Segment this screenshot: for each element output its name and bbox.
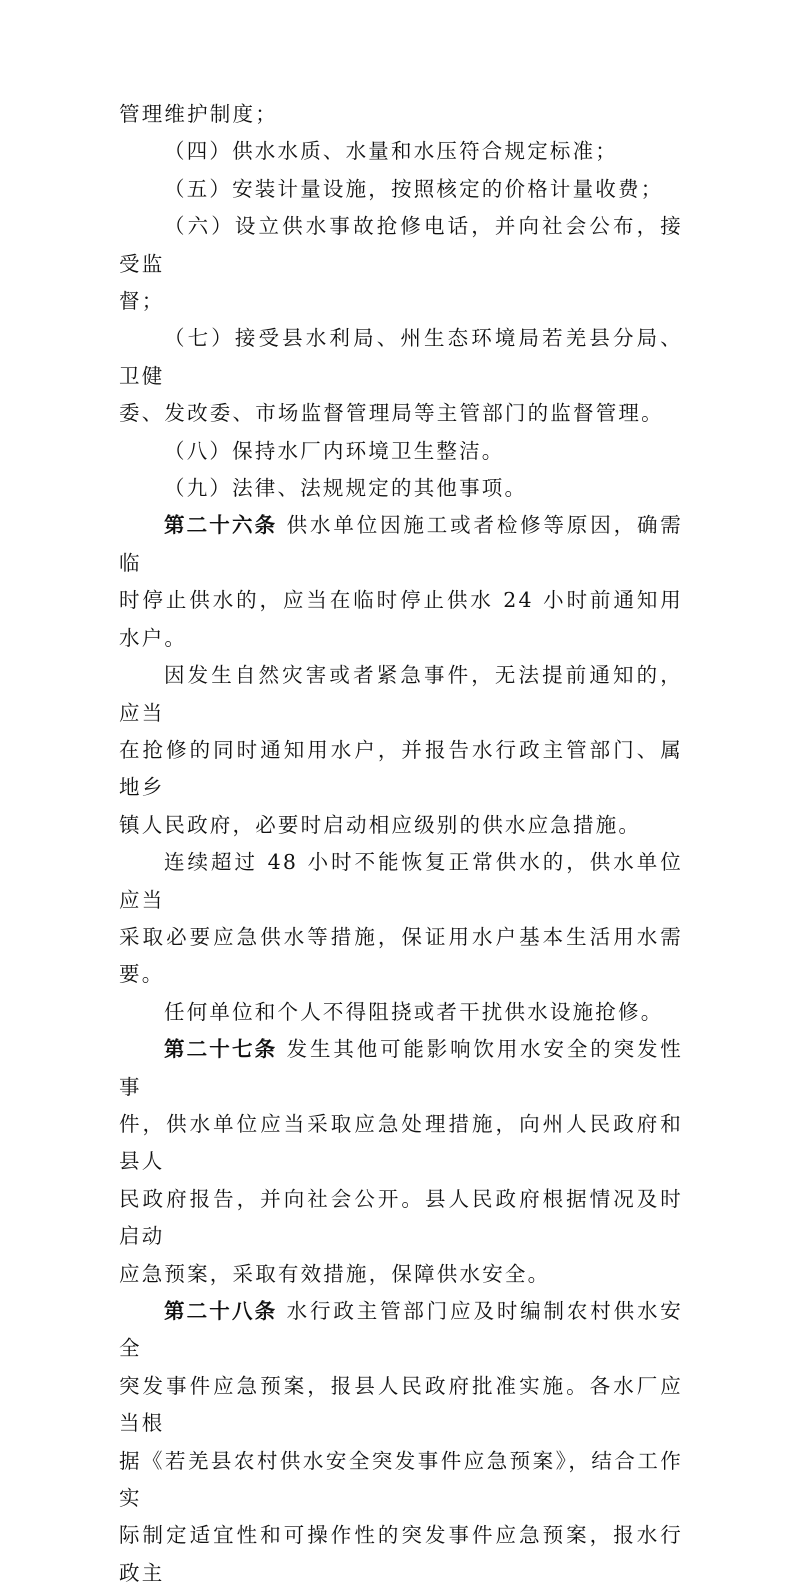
- paragraph: [119, 96, 683, 133]
- article-27: [119, 1031, 683, 1293]
- list-item: [119, 470, 683, 507]
- article-label: 第二十六条: [164, 513, 278, 538]
- text-line: 镇人民政府，必要时启动相应级别的供水应急措施。: [119, 812, 642, 837]
- text-line: 管理维护制度；: [119, 102, 278, 126]
- text-line: 件，供水单位应当采取应急处理措施，向州人民政府和县人: [119, 1111, 683, 1174]
- text-line: （六）设立供水事故抢修电话，并向社会公布，接受监: [119, 214, 683, 276]
- article-28: [119, 1293, 683, 1592]
- text-line: 在抢修的同时通知用水户，并报告水行政主管部门、属地乡: [119, 737, 683, 800]
- list-item: [119, 208, 683, 320]
- list-item: [119, 133, 683, 170]
- paragraph: [119, 844, 683, 994]
- list-item: [119, 433, 683, 470]
- text-line: （九）法律、法规规定的其他事项。: [164, 476, 528, 501]
- text-line: 应急预案，采取有效措施，保障供水安全。: [119, 1261, 551, 1286]
- text-line: 督；: [119, 289, 165, 314]
- text-line: 因发生自然灾害或者紧急事件，无法提前通知的，应当: [119, 663, 683, 725]
- paragraph: [119, 657, 683, 844]
- list-item: [119, 171, 683, 208]
- text-line: 水行政主管部门应及时编制农村供水安全: [119, 1299, 684, 1361]
- paragraph: [119, 994, 683, 1031]
- text-line: 任何单位和个人不得阻挠或者干扰供水设施抢修。: [164, 999, 664, 1024]
- text-line: （五）安装计量设施，按照核定的价格计量收费；: [164, 176, 664, 201]
- text-line: 际制定适宜性和可操作性的突发事件应急预案，报水行政主: [119, 1523, 683, 1585]
- text-line: 委、发改委、市场监督管理局等主管部门的监督管理。: [119, 401, 664, 426]
- text-line: 采取必要应急供水等措施，保证用水户基本生活用水需要。: [119, 924, 683, 987]
- list-item: [119, 320, 683, 432]
- text-line: 据《若羌县农村供水安全突发事件应急预案》，结合工作实: [119, 1448, 683, 1511]
- text-line: 连续超过 48 小时不能恢复正常供水的，供水单位应当: [119, 850, 683, 912]
- text-line: 发生其他可能影响饮用水安全的突发性事: [119, 1037, 684, 1099]
- text-line: 时停止供水的，应当在临时停止供水 24 小时前通知用水户。: [119, 588, 683, 650]
- article-label: 第二十七条: [164, 1037, 278, 1062]
- text-line: （七）接受县水利局、州生态环境局若羌县分局、卫健: [119, 326, 683, 388]
- text-line: 突发事件应急预案，报县人民政府批准实施。各水厂应当根: [119, 1373, 683, 1436]
- text-line: （八）保持水厂内环境卫生整洁。: [164, 438, 505, 463]
- text-line: 供水单位因施工或者检修等原因，确需临: [119, 513, 684, 575]
- text-line: （四）供水水质、水量和水压符合规定标准；: [164, 139, 618, 164]
- text-line: 民政府报告，并向社会公开。县人民政府根据情况及时启动: [119, 1186, 683, 1249]
- article-26: [119, 507, 683, 657]
- article-label: 第二十八条: [164, 1299, 278, 1323]
